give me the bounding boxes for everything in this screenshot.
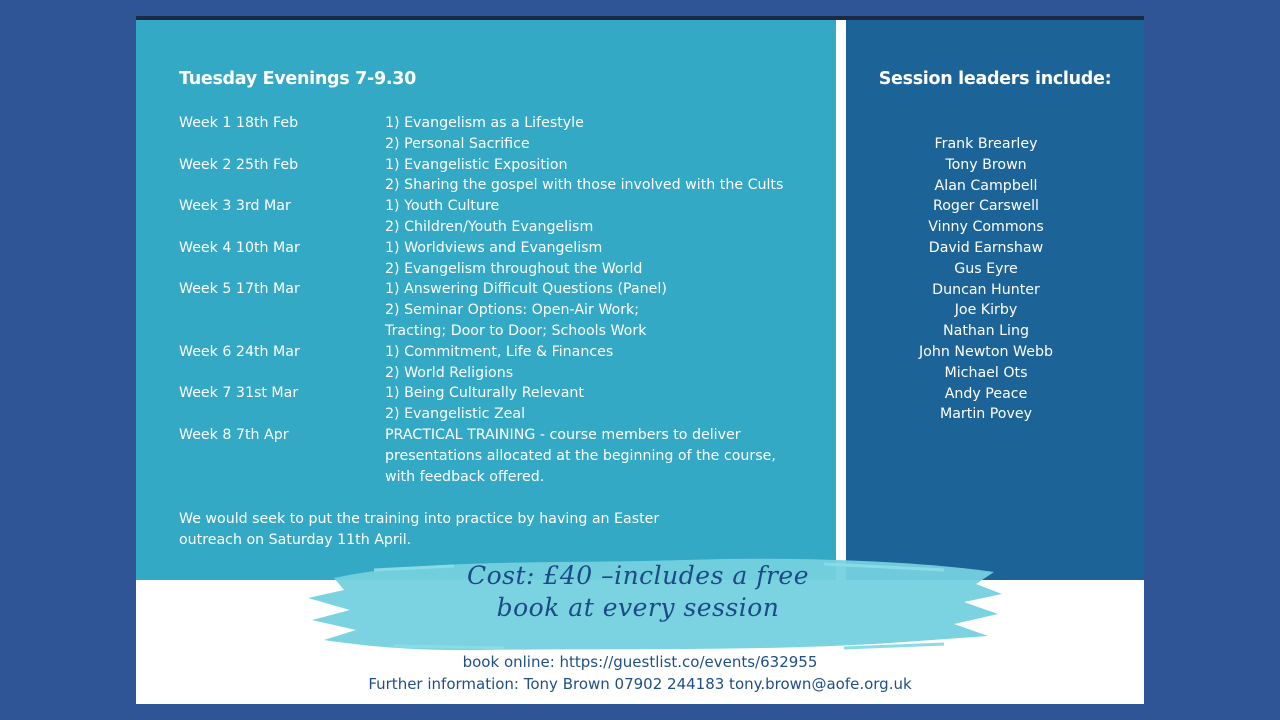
cost-line-1: Cost: £40 –includes a free: [466, 561, 809, 590]
week-date: Week 3 3rd Mar: [179, 198, 291, 215]
schedule-heading: Tuesday Evenings 7-9.30: [179, 69, 416, 89]
session-topic: 1) Evangelistic Exposition: [385, 156, 568, 173]
schedule-panel: [136, 20, 836, 580]
leader-name: John Newton Webb: [919, 343, 1053, 360]
session-topic: 1) Evangelism as a Lifestyle: [385, 115, 584, 131]
leader-name: Nathan Ling: [943, 323, 1029, 340]
session-topic: 1) Youth Culture: [385, 198, 500, 215]
week-date: Week 7 31st Mar: [179, 385, 299, 402]
panel-divider: [836, 20, 846, 580]
leader-name: Joe Kirby: [954, 302, 1018, 319]
session-topic: 1) Answering Difficult Questions (Panel): [385, 281, 667, 298]
session-topic: with feedback offered.: [385, 468, 545, 485]
leader-name: Vinny Commons: [928, 219, 1044, 236]
week-date: Week 8 7th Apr: [179, 427, 289, 443]
session-topic: 2) Evangelistic Zeal: [385, 406, 526, 423]
booking-link[interactable]: book online: https://guestlist.co/events/632955: [462, 653, 818, 671]
leader-name: Frank Brearley: [934, 136, 1038, 152]
leader-name: Gus Eyre: [954, 260, 1018, 277]
session-topic: 1) Being Culturally Relevant: [385, 385, 584, 402]
leader-name: Michael Ots: [944, 364, 1028, 381]
flyer-card: [136, 16, 1144, 704]
leader-name: David Earnshaw: [928, 239, 1044, 256]
leader-name: Roger Carswell: [932, 198, 1040, 215]
week-date: Week 5 17th Mar: [179, 281, 300, 298]
session-topic: presentations allocated at the beginning of the course,: [385, 447, 776, 464]
session-topic: 2) Personal Sacrifice: [385, 135, 530, 152]
session-topic: 1) Worldviews and Evangelism: [385, 239, 603, 256]
week-date: Week 4 10th Mar: [179, 239, 300, 256]
leader-name: Duncan Hunter: [932, 281, 1040, 298]
outreach-line-1: We would seek to put the training into practice by having an Easter: [179, 511, 660, 527]
session-topic: 2) Children/Youth Evangelism: [385, 219, 594, 235]
leader-name: Andy Peace: [944, 385, 1028, 402]
leaders-panel: [846, 20, 1144, 580]
leaders-title: Session leaders include:: [878, 69, 1112, 89]
outreach-note: [179, 509, 739, 551]
session-topic: 2) World Religions: [385, 364, 514, 381]
session-topic: Tracting; Door to Door; Schools Work: [385, 323, 647, 339]
week-date: Week 1 18th Feb: [179, 115, 299, 131]
cost-line-2: book at every session: [496, 593, 780, 622]
leader-name: Alan Campbell: [934, 177, 1038, 194]
week-date: Week 2 25th Feb: [179, 156, 299, 173]
session-topic: 2) Sharing the gospel with those involved with the Cults: [385, 177, 784, 194]
leader-name: Martin Povey: [939, 406, 1033, 423]
leaders-list: [846, 134, 1126, 425]
cost-text: [398, 560, 878, 624]
contact-info: Further information: Tony Brown 07902 244183 tony.brown@aofe.org.uk: [368, 675, 912, 693]
session-topic: PRACTICAL TRAINING - course members to deliver: [385, 427, 741, 443]
session-topic: 2) Evangelism throughout the World: [385, 260, 643, 277]
week-date: Week 6 24th Mar: [179, 343, 300, 360]
outreach-line-2: outreach on Saturday 11th April.: [179, 532, 412, 548]
session-topic: 1) Commitment, Life & Finances: [385, 343, 614, 360]
leader-name: Tony Brown: [945, 156, 1027, 173]
session-topic: 2) Seminar Options: Open-Air Work;: [385, 302, 640, 319]
